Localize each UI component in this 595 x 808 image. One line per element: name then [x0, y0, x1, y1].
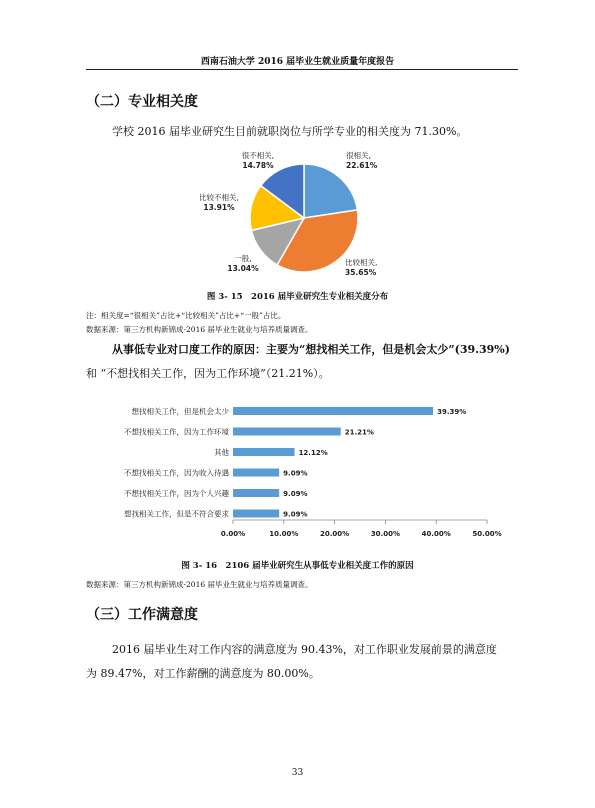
- bar: [233, 448, 295, 456]
- paragraph-satisfaction-line1: 2016 届毕业生对工作内容的满意度为 90.43%，对工作职业发展前景的满意度: [112, 643, 497, 656]
- pie-slice-label: 比较不相关,: [199, 193, 239, 202]
- bar-category-label: 其他: [214, 448, 229, 457]
- paragraph-relevance-intro: 学校 2016 届毕业研究生目前就职岗位与所学专业的相关度为 71.30%。: [112, 125, 468, 138]
- page-number: 33: [291, 768, 304, 778]
- paragraph-satisfaction-line2: 为 89.47%，对工作薪酬的满意度为 80.00%。: [86, 667, 320, 680]
- x-tick-label: 0.00%: [220, 530, 246, 538]
- bar-value-label: 21.21%: [344, 428, 374, 437]
- x-tick-label: 20.00%: [320, 530, 350, 538]
- bar-category-label: 不想找相关工作，因为个人兴趣: [124, 489, 229, 498]
- pie-chart: [0, 140, 595, 300]
- bar: [233, 407, 433, 415]
- bar: [233, 428, 341, 436]
- pie-slice-value: 13.04%: [227, 264, 259, 273]
- bar-category-label: 不想找相关工作，因为工作环境: [124, 427, 229, 437]
- x-tick-label: 50.00%: [472, 530, 502, 538]
- bar-value-label: 9.09%: [283, 469, 308, 478]
- pie-slice: [304, 164, 357, 218]
- paragraph-low-relevance-line1: 从事低专业对口度工作的原因：主要为“想找相关工作，但是机会太少”(39.39%): [112, 343, 510, 356]
- bar-category-label: 想找相关工作，但是不符合要求: [124, 509, 229, 519]
- pie-slice-label: 很不相关,: [241, 151, 275, 160]
- figure-15-caption: 图 3- 15 2016 届毕业研究生专业相关度分布: [206, 292, 389, 302]
- pie-slice-label: 比较相关,: [345, 258, 378, 267]
- figure-16-source: 数据来源：第三方机构新锦成-2016 届毕业生就业与培养质量调查。: [86, 580, 313, 589]
- bar-category-label: 想找相关工作，但是机会太少: [131, 407, 229, 416]
- page-header: 西南石油大学 2016 届毕业生就业质量年度报告: [200, 57, 395, 67]
- header-rule: [86, 69, 518, 70]
- bar: [233, 489, 279, 497]
- section-heading-satisfaction: （三）工作满意度: [86, 607, 198, 623]
- bar-value-label: 39.39%: [437, 408, 467, 416]
- pie-slice-label: 很相关,: [346, 151, 371, 160]
- bar-value-label: 9.09%: [283, 510, 308, 519]
- paragraph-low-relevance-line2: 和 “不想找相关工作，因为工作环境”（21.21%）。: [86, 367, 330, 380]
- figure-15-source: 数据来源：第三方机构新锦成-2016 届毕业生就业与培养质量调查。: [86, 325, 313, 334]
- pie-slice-value: 14.78%: [242, 161, 274, 170]
- bar-chart: [0, 395, 595, 555]
- pie-slice-value: 22.61%: [346, 161, 378, 170]
- figure-16-caption: 图 3- 16 2106 届毕业研究生从事低专业相关度工作的原因: [181, 561, 414, 571]
- pie-slice-label: 一般,: [234, 254, 252, 263]
- x-tick-label: 10.00%: [269, 530, 299, 538]
- x-tick-label: 40.00%: [421, 530, 451, 538]
- bar: [233, 510, 279, 518]
- figure-15-note: 注：相关度=“很相关”占比+“比较相关”占比+“一般”占比。: [86, 311, 286, 320]
- bar-category-label: 不想找相关工作，因为收入待遇: [124, 468, 229, 478]
- bar-value-label: 12.12%: [298, 449, 328, 457]
- section-heading-relevance: （二）专业相关度: [86, 94, 198, 110]
- bar: [233, 469, 279, 477]
- bar-value-label: 9.09%: [283, 490, 308, 498]
- pie-slice-value: 35.65%: [345, 268, 377, 277]
- pie-slice-value: 13.91%: [203, 203, 235, 212]
- x-tick-label: 30.00%: [370, 530, 400, 538]
